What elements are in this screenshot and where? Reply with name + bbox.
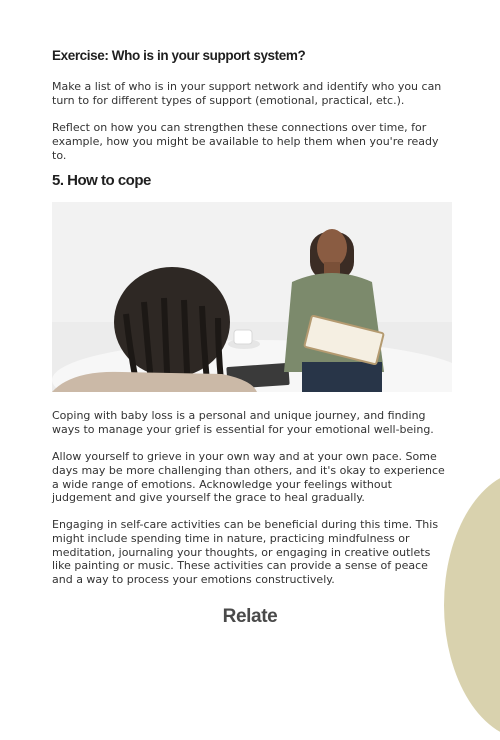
exercise-paragraph-1: Make a list of who is in your support network and identify who you can turn to for different types of support (emotional, practical, etc.). <box>52 80 442 107</box>
decorative-corner-shape <box>444 470 500 740</box>
section-paragraph-1: Coping with baby loss is a personal and unique journey, and finding ways to manage your grief is essential for your emotional well-being. <box>52 409 434 436</box>
section-heading: 5. How to cope <box>52 172 151 189</box>
section-paragraph-2: Allow yourself to grieve in your own way and at your own pace. Some days may be more challenging than others, and it's okay to experience a wide range of emotions. Acknowledge your feelings without judgement and give yourself the grace to heal gradually. <box>52 450 445 505</box>
counselling-photo <box>52 202 452 392</box>
relate-logo: Relate <box>222 606 278 627</box>
section-paragraph-3: Engaging in self-care activities can be beneficial during this time. This might include spending time in nature, practicing mindfulness or meditation, journaling your thoughts, or engaging in creative outlets like painting or music. These activities can provide a sense of peace and a way to process your emotions constructively. <box>52 518 439 587</box>
exercise-paragraph-2: Reflect on how you can strengthen these connections over time, for example, how you might be available to help them when you're ready to. <box>52 121 439 162</box>
exercise-heading: Exercise: Who is in your support system? <box>52 48 306 63</box>
